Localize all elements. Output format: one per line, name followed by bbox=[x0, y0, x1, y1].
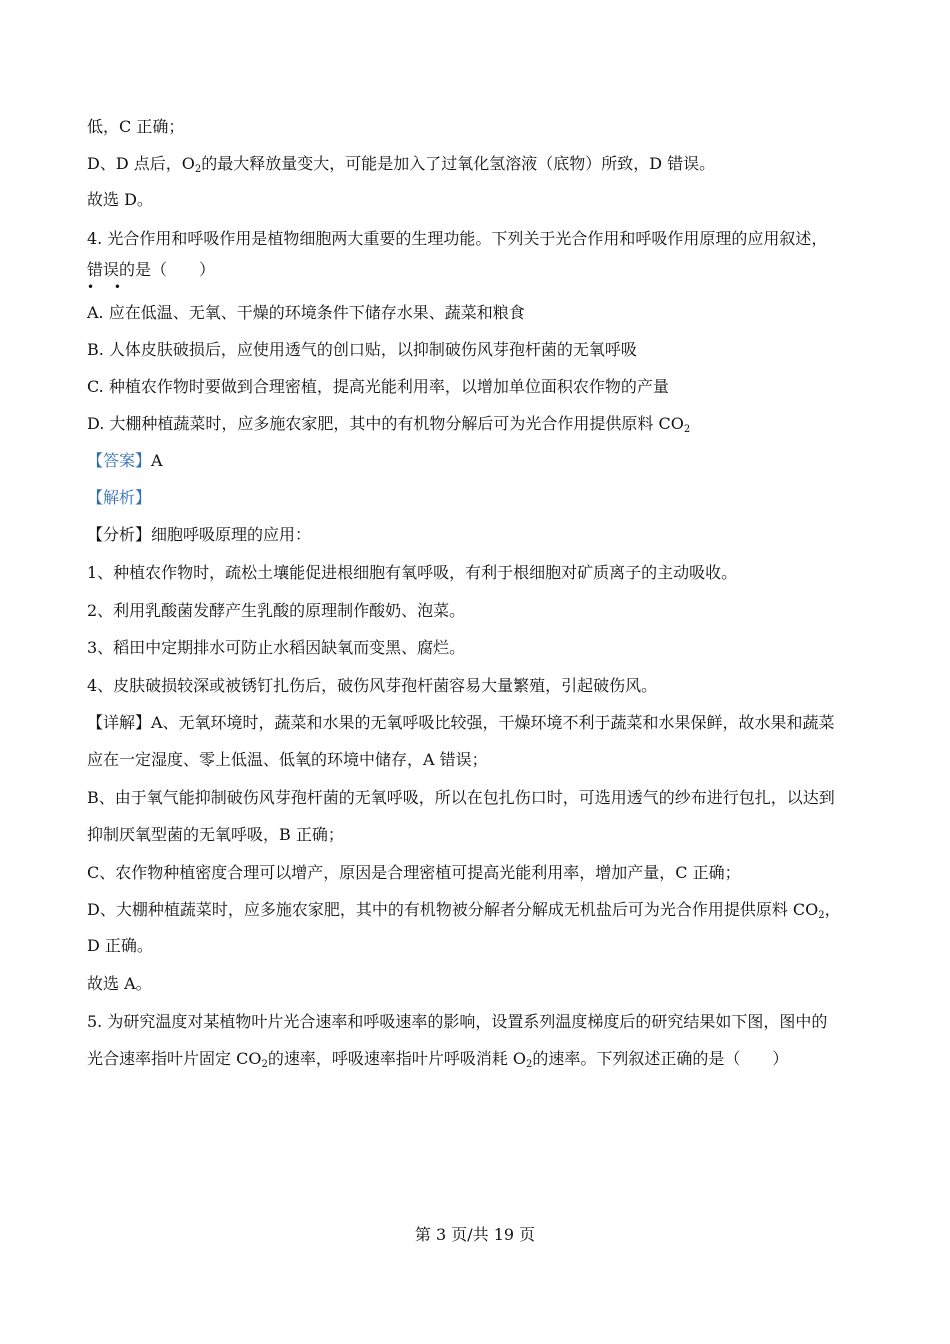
option-c: C. 种植农作物时要做到合理密植，提高光能利用率，以增加单位面积农作物的产量 bbox=[87, 377, 669, 396]
subscript: 2 bbox=[818, 910, 825, 921]
question-4-stem: 4. 光合作用和呼吸作用是植物细胞两大重要的生理功能。下列关于光合作用和呼吸作用原理的应用叙述， bbox=[87, 229, 828, 248]
text-segment: 光合速率指叶片固定 CO bbox=[87, 1049, 262, 1068]
text-line: B、由于氧气能抑制破伤风芽孢杆菌的无氧呼吸，所以在包扎伤口时，可选用透气的纱布进行包扎，以达到 bbox=[87, 788, 835, 807]
question-5-stem: 5. 为研究温度对某植物叶片光合速率和呼吸速率的影响，设置系列温度梯度后的研究结果如下图，图中的 bbox=[87, 1012, 828, 1031]
text-line: 低，C 正确； bbox=[87, 117, 185, 136]
text-line: 【详解】A、无氧环境时，蔬菜和水果的无氧呼吸比较强，干燥环境不利于蔬菜和水果保鲜，故水果和蔬菜 bbox=[87, 713, 835, 732]
answer-value: A bbox=[151, 451, 163, 470]
subscript: 2 bbox=[194, 164, 202, 175]
text-segment: 的最大释放量变大，可能是加入了过氧化氢溶液（底物）所致，D 错误。 bbox=[201, 154, 716, 173]
answer-tag: 【答案】 bbox=[87, 451, 152, 470]
analysis-tag: 【解析】 bbox=[87, 488, 152, 507]
text-segment: D. 大棚种植蔬菜时，应多施农家肥，其中的有机物分解后可为光合作用提供原料 CO bbox=[87, 414, 684, 433]
text-line: 故选 D。 bbox=[87, 190, 153, 209]
text-line: 2、利用乳酸菌发酵产生乳酸的原理制作酸奶、泡菜。 bbox=[87, 601, 466, 620]
subscript: 2 bbox=[261, 1059, 268, 1070]
text-line: 3、稻田中定期排水可防止水稻因缺氧而变黑、腐烂。 bbox=[87, 638, 466, 657]
option-b: B. 人体皮肤破损后，应使用透气的创口贴，以抑制破伤风芽孢杆菌的无氧呼吸 bbox=[87, 340, 637, 359]
subscript: 2 bbox=[526, 1059, 533, 1070]
text-segment: D、D 点后，O bbox=[87, 154, 195, 173]
text-line: D 正确。 bbox=[87, 936, 153, 955]
question-5-stem-cont bbox=[87, 1048, 877, 1076]
text-segment: 的速率，呼吸速率指叶片呼吸消耗 O bbox=[267, 1049, 527, 1068]
text-line: 应在一定湿度、零上低温、低氧的环境中储存，A 错误； bbox=[87, 750, 488, 769]
text-line: 【分析】细胞呼吸原理的应用： bbox=[87, 525, 312, 544]
text-segment: ， bbox=[824, 900, 841, 919]
emphasis-dots: • • bbox=[87, 280, 129, 294]
text-line bbox=[87, 153, 877, 181]
option-a: A. 应在低温、无氧、干燥的环境条件下储存水果、蔬菜和粮食 bbox=[87, 303, 525, 322]
text-segment: 的速率。下列叙述正确的是（ ） bbox=[532, 1049, 789, 1068]
question-4-stem-cont: 错误的是（ ） bbox=[87, 260, 216, 279]
subscript: 2 bbox=[683, 424, 691, 435]
text-segment: D、大棚种植蔬菜时，应多施农家肥，其中的有机物被分解者分解成无机盐后可为光合作用提供原料 CO bbox=[87, 900, 819, 919]
text-line: C、农作物种植密度合理可以增产，原因是合理密植可提高光能利用率，增加产量，C 正确； bbox=[87, 863, 741, 882]
page-footer: 第 3 页/共 19 页 bbox=[414, 1225, 536, 1244]
text-line: 故选 A。 bbox=[87, 974, 152, 993]
text-line: 4、皮肤破损较深或被锈钉扎伤后，破伤风芽孢杆菌容易大量繁殖，引起破伤风。 bbox=[87, 676, 658, 695]
answer-line bbox=[87, 450, 877, 472]
option-d bbox=[87, 413, 877, 441]
text-line: 抑制厌氧型菌的无氧呼吸，B 正确； bbox=[87, 825, 344, 844]
text-line bbox=[87, 899, 877, 927]
text-line: 1、种植农作物时，疏松土壤能促进根细胞有氧呼吸，有利于根细胞对矿质离子的主动吸收。 bbox=[87, 563, 738, 582]
